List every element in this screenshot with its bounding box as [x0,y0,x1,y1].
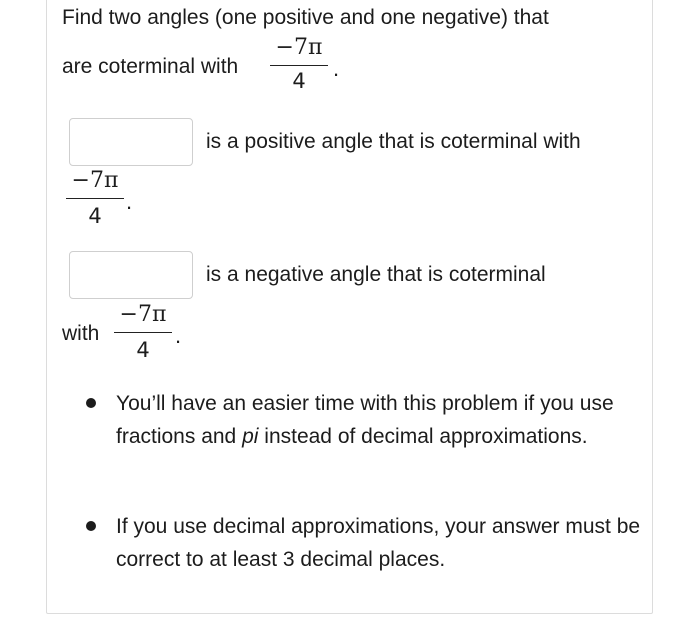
fraction-numerator: −7π [275,35,323,60]
hint-text-after: instead of decimal approximations. [258,425,588,448]
bullet-icon [86,521,96,531]
question-line-2: are coterminal with [62,55,239,78]
fraction-denominator: 4 [292,69,306,93]
hint-fractions [116,387,646,453]
fraction-numerator: −7π [119,302,167,327]
fraction-denominator: 4 [88,204,102,228]
hint-decimals [116,510,646,576]
fraction-bar [270,65,328,66]
negative-angle-fraction [114,302,172,364]
fraction-bar [114,332,172,333]
positive-angle-input[interactable] [69,118,193,166]
positive-angle-text: is a positive angle that is coterminal with [206,130,581,153]
positive-angle-fraction [66,168,124,230]
negative-angle-prefix: with [62,322,100,345]
fraction-denominator: 4 [136,338,150,362]
bullet-icon [86,398,96,408]
hint-emphasis: pi [242,425,259,448]
negative-angle-input[interactable] [69,251,193,299]
negative-angle-text: is a negative angle that is coterminal [206,263,546,286]
question-fraction [270,35,328,95]
hint-text-before: If you use decimal approximations, your answer must be correct to at least 3 decimal places. [116,515,641,571]
question-line-1: Find two angles (one positive and one negative) that [62,6,549,29]
hint-text-before: You’ll have an easier time with this problem if you use fractions and [116,392,614,448]
negative-angle-period: . [175,323,182,348]
fraction-numerator: −7π [71,168,119,193]
question-period: . [333,56,340,81]
positive-angle-period: . [126,189,133,214]
fraction-bar [66,198,124,199]
